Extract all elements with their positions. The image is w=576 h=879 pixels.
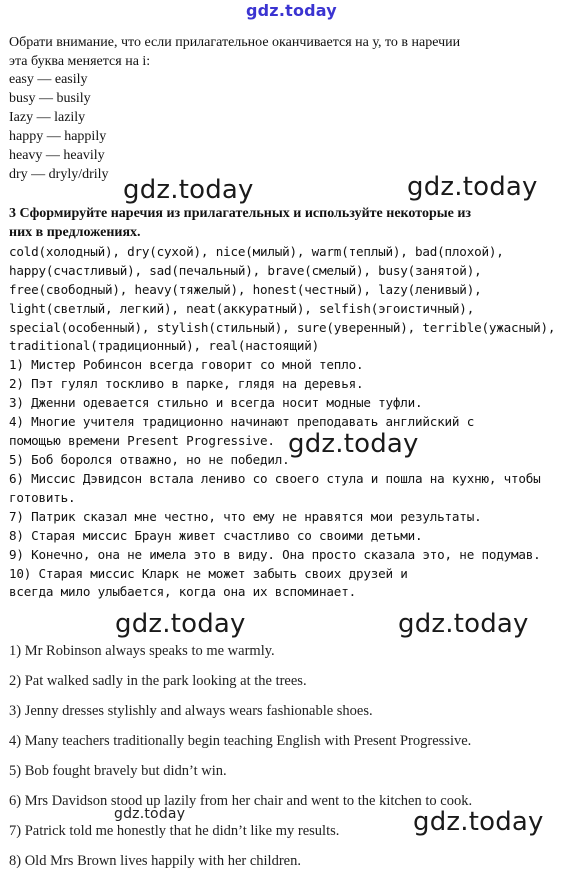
- sentence-ru: готовить.: [9, 490, 76, 505]
- watermark-text: gdz.today: [413, 807, 544, 837]
- watermark-text: gdz.today: [115, 609, 246, 639]
- answer-sentence: 5) Bob fought bravely but didn’t win.: [9, 763, 227, 779]
- sentence-ru: 8) Старая миссис Браун живет счастливо со своими детьми.: [9, 528, 423, 543]
- adjective-list-line: happy(счастливый), sad(печальный), brave(смелый), busy(занятой),: [9, 263, 482, 278]
- sentence-ru: всегда мило улыбается, когда она их вспоминает.: [9, 584, 356, 599]
- sentence-ru: 4) Многие учителя традиционно начинают преподавать английский с: [9, 414, 475, 429]
- watermark-text: gdz.today: [407, 172, 538, 202]
- task-title-line-1: 3 Сформируйте наречия из прилагательных и используйте некоторые из: [9, 206, 472, 221]
- watermark-text: gdz.today: [288, 429, 419, 459]
- adjective-list-line: traditional(традиционный), real(настоящий): [9, 338, 320, 353]
- adjective-list-line: free(свободный), heavy(тяжелый), honest(честный), lazy(ленивый),: [9, 282, 482, 297]
- rule-example: dry — dryly/drily: [9, 167, 109, 182]
- sentence-ru: 9) Конечно, она не имела это в виду. Она просто сказала это, не подумав.: [9, 547, 541, 562]
- answer-sentence: 8) Old Mrs Brown lives happily with her children.: [9, 853, 301, 869]
- sentence-ru: 2) Пэт гулял тоскливо в парке, глядя на деревья.: [9, 376, 364, 391]
- adjective-list-line: light(светлый, легкий), neat(аккуратный), selfish(эгоистичный),: [9, 301, 475, 316]
- rule-example: heavy — heavily: [9, 148, 105, 163]
- task-title-line-2: них в предложениях.: [9, 225, 141, 240]
- sentence-ru: 6) Миссис Дэвидсон встала лениво со своего стула и пошла на кухню, чтобы: [9, 471, 541, 486]
- sentence-ru: 1) Мистер Робинсон всегда говорит со мной тепло.: [9, 357, 364, 372]
- watermark-text: gdz.today: [123, 175, 254, 205]
- site-watermark-top: gdz.today: [246, 1, 337, 20]
- watermark-text: gdz.today: [398, 609, 529, 639]
- rule-example: happy — happily: [9, 129, 107, 144]
- rule-example: easy — easily: [9, 72, 88, 87]
- rule-example: busy — busily: [9, 91, 91, 106]
- sentence-ru: 7) Патрик сказал мне честно, что ему не нравятся мои результаты.: [9, 509, 482, 524]
- sentence-ru: 3) Дженни одевается стильно и всегда носит модные туфли.: [9, 395, 423, 410]
- sentence-ru: 5) Боб боролся отважно, но не победил.: [9, 452, 290, 467]
- rule-text-line-1: Обрати внимание, что если прилагательное оканчивается на у, то в наречии: [9, 35, 461, 50]
- answer-sentence: 2) Pat walked sadly in the park looking at the trees.: [9, 673, 307, 689]
- answer-sentence: 3) Jenny dresses stylishly and always wears fashionable shoes.: [9, 703, 373, 719]
- rule-example: Iazy — lazily: [9, 110, 86, 125]
- adjective-list-line: special(особенный), stylish(стильный), sure(уверенный), terrible(ужасный),: [9, 320, 556, 335]
- adjective-list-line: cold(холодный), dry(сухой), nice(милый), warm(теплый), bad(плохой),: [9, 244, 504, 259]
- rule-text-line-2: эта буква меняется на i:: [9, 54, 151, 69]
- answer-sentence: 4) Many teachers traditionally begin teaching English with Present Progressive.: [9, 733, 472, 749]
- sentence-ru: помощью времени Present Progressive.: [9, 433, 275, 448]
- watermark-text-small: gdz.today: [114, 806, 186, 822]
- answer-sentence: 7) Patrick told me honestly that he didn’t like my results.: [9, 823, 340, 839]
- answer-sentence: 1) Mr Robinson always speaks to me warmly.: [9, 643, 275, 659]
- sentence-ru: 10) Старая миссис Кларк не может забыть своих друзей и: [9, 566, 408, 581]
- answer-sentence: 6) Mrs Davidson stood up lazily from her chair and went to the kitchen to cook.: [9, 793, 473, 809]
